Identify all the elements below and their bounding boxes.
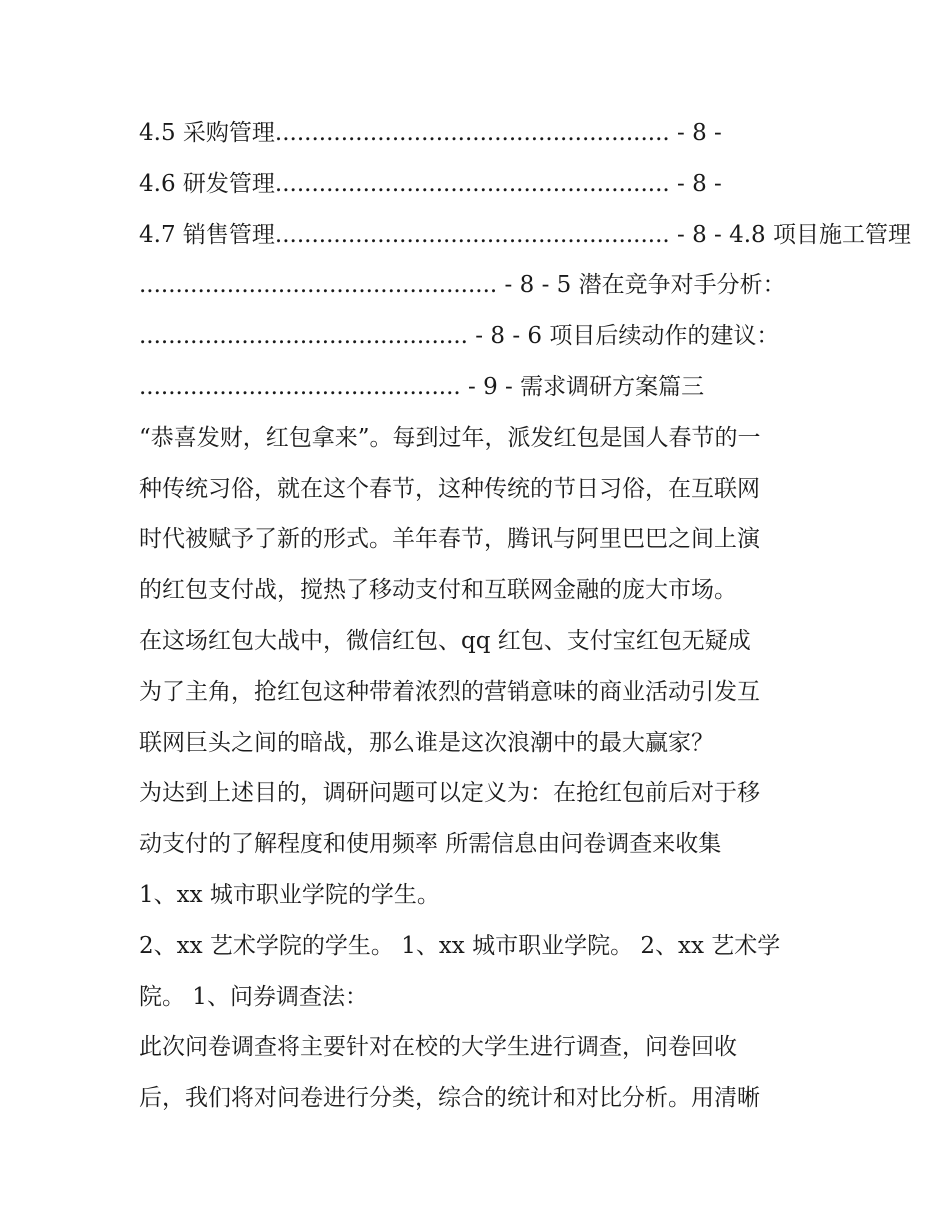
- body-text-line: 时代被赋予了新的形式。羊年春节，腾讯与阿里巴巴之间上演: [139, 526, 760, 553]
- body-text-line: 后，我们将对问卷进行分类，综合的统计和对比分析。用清晰: [139, 1085, 760, 1112]
- body-text-line: 为达到上述目的，调研问题可以定义为：在抢红包前后对于移: [139, 780, 760, 807]
- body-text-line: 在这场红包大战中，微信红包、qq 红包、支付宝红包无疑成: [139, 627, 751, 654]
- body-text-line: 为了主角，抢红包这种带着浓烈的营销意味的商业活动引发互: [139, 678, 760, 705]
- body-text-line: 院。 1、问券调查法：: [139, 983, 368, 1010]
- toc-line: 4.6 研发管理...................................................... - 8 -: [139, 170, 722, 197]
- body-text-line: 联网巨头之间的暗战，那么谁是这次浪潮中的最大赢家？: [139, 729, 714, 756]
- body-text-line: “恭喜发财，红包拿来”。每到过年，派发红包是国人春节的一: [139, 424, 761, 451]
- body-text-line: 动支付的了解程度和使用频率 所需信息由问卷调查来收集: [139, 831, 722, 858]
- body-text-line: 1、xx 城市职业学院的学生。: [139, 881, 440, 908]
- toc-line: 4.7 销售管理...................................................... - 8 - 4.8 项目施工管理: [139, 221, 911, 248]
- toc-line: ............................................ - 9 - 需求调研方案篇三: [139, 373, 705, 400]
- toc-line: 4.5 采购管理...................................................... - 8 -: [139, 120, 722, 146]
- toc-line: ................................................. - 8 - 5 潜在竞争对手分析：: [139, 272, 786, 299]
- body-text-line: 种传统习俗，就在这个春节，这种传统的节日习俗，在互联网: [139, 475, 760, 502]
- document-page: [139, 108, 911, 1124]
- body-text-line: 此次问卷调查将主要针对在校的大学生进行调查，问卷回收: [139, 1034, 737, 1061]
- body-text-line: 2、xx 艺术学院的学生。 1、xx 城市职业学院。 2、xx 艺术学: [139, 932, 781, 959]
- body-text-line: 的红包支付战，搅热了移动支付和互联网金融的庞大市场。: [139, 577, 737, 604]
- toc-line: ............................................. - 8 - 6 项目后续动作的建议：: [139, 323, 780, 350]
